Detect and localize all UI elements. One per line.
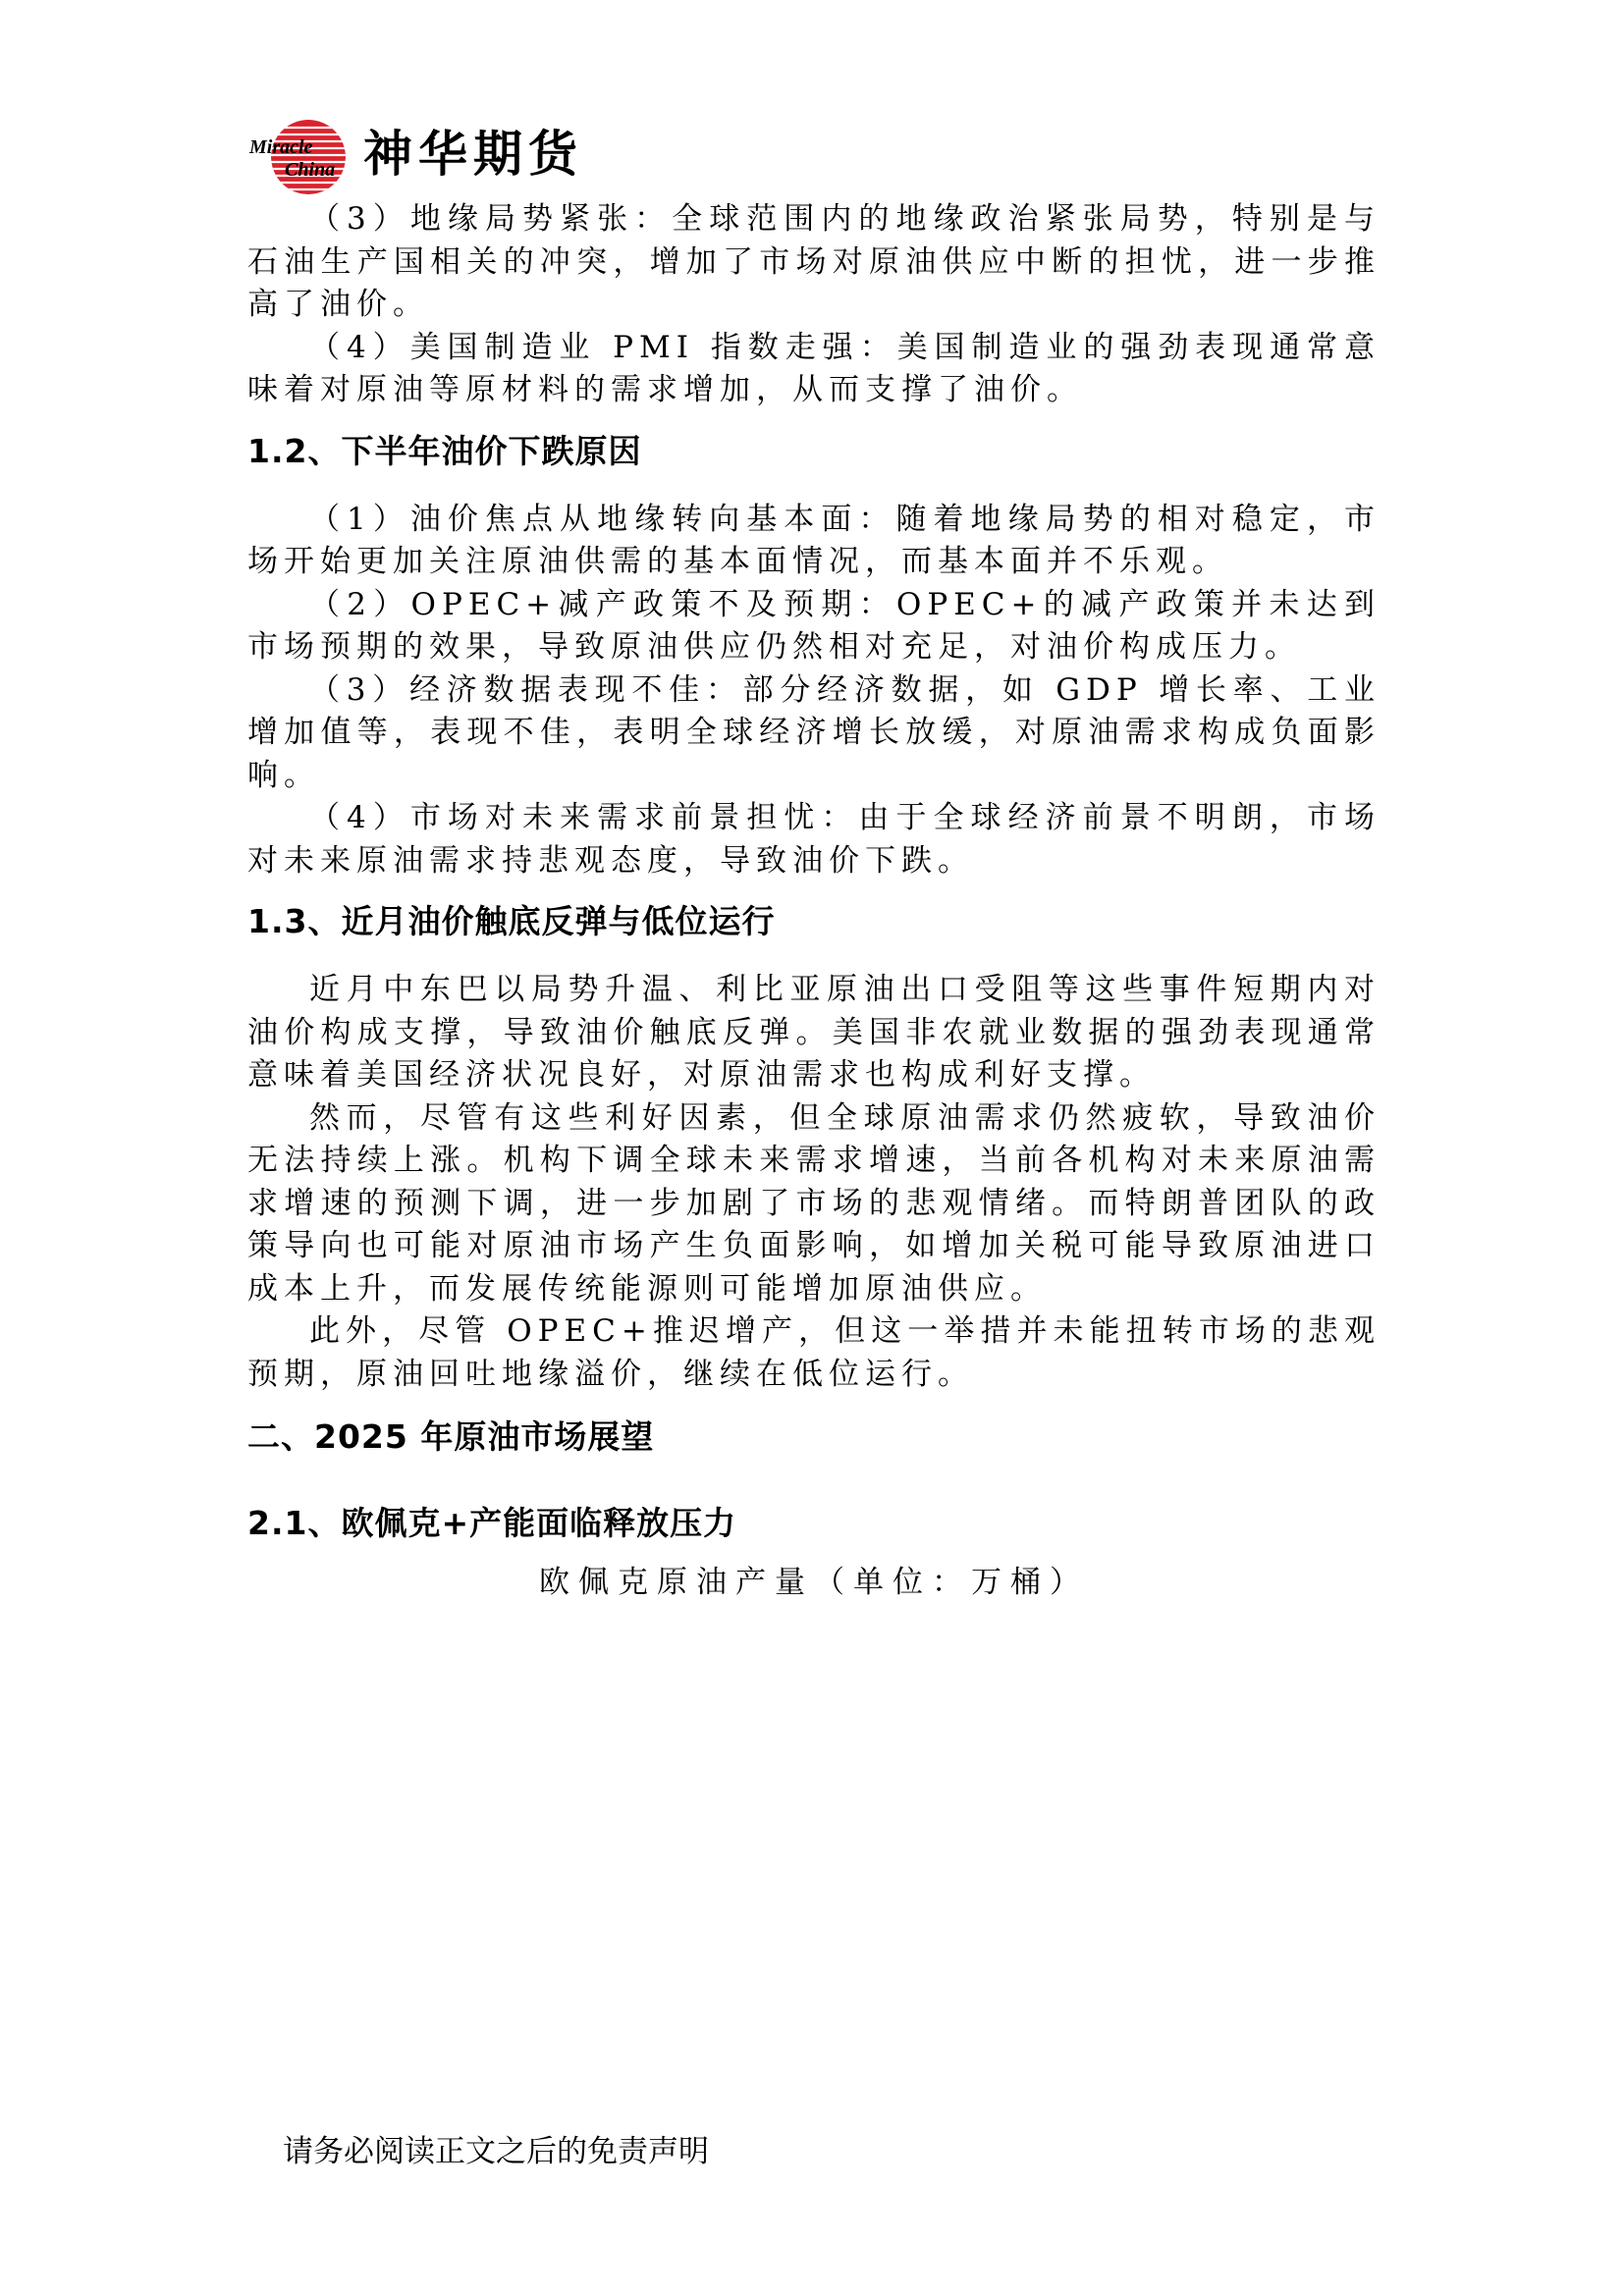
section-heading-1-3: 1.3、近月油价触底反弹与低位运行	[247, 902, 776, 940]
section-heading-2-1: 2.1、欧佩克+产能面临释放压力	[247, 1504, 737, 1542]
figure-caption: 欧佩克原油产量（单位：万桶）	[539, 1565, 1089, 1600]
paragraph-economic-data: （3）经济数据表现不佳：部分经济数据，如 GDP 增长率、工业增加值等，表现不佳，表明全球经济增长放缓，对原油需求构成负面影响。	[247, 671, 1380, 793]
paragraph-opec-cuts: （2）OPEC+减产政策不及预期：OPEC+的减产政策并未达到市场预期的效果，导致原油供应仍然相对充足，对油价构成压力。	[247, 586, 1380, 665]
footer-disclaimer: 请务必阅读正文之后的免责声明	[283, 2134, 709, 2169]
section-heading-2: 二、2025 年原油市场展望	[247, 1417, 655, 1456]
logo-word-miracle: Miracle	[249, 136, 313, 158]
company-logo	[247, 115, 611, 199]
document-body	[247, 198, 1380, 1602]
paragraph-us-pmi: （4）美国制造业 PMI 指数走强：美国制造业的强劲表现通常意味着对原油等原材料的需求增加，从而支撑了油价。	[247, 329, 1380, 407]
paragraph-geopolitics: （3）地缘局势紧张：全球范围内的地缘政治紧张局势，特别是与石油生产国相关的冲突，增加了市场对原油供应中断的担忧，进一步推高了油价。	[247, 201, 1380, 322]
company-name: 神华期货	[363, 126, 583, 183]
section-heading-1-2: 1.2、下半年油价下跌原因	[247, 431, 642, 470]
paragraph-demand-outlook: （4）市场对未来需求前景担忧：由于全球经济前景不明朗，市场对未来原油需求持悲观态度，导致油价下跌。	[247, 800, 1380, 879]
paragraph-weak-demand: 然而，尽管有这些利好因素，但全球原油需求仍然疲软，导致油价无法持续上涨。机构下调全球未来需求增速，当前各机构对未来原油需求增速的预测下调，进一步加剧了市场的悲观情绪。而特朗普团队的政策导向也可能对原油市场产生负面影响，如增加关税可能导致原油进口成本上升，而发展传统能源则可能增加原油供应。	[247, 1099, 1380, 1307]
paragraph-rebound: 近月中东巴以局势升温、利比亚原油出口受阻等这些事件短期内对油价构成支撑，导致油价触底反弹。美国非农就业数据的强劲表现通常意味着美国经济状况良好，对原油需求也构成利好支撑。	[247, 972, 1380, 1093]
paragraph-focus-shift: （1）油价焦点从地缘转向基本面：随着地缘局势的相对稳定，市场开始更加关注原油供需的基本面情况，而基本面并不乐观。	[247, 501, 1380, 579]
logo-word-china: China	[285, 159, 336, 181]
miracle-china-logo-icon	[247, 115, 351, 199]
paragraph-low-range: 此外，尽管 OPEC+推迟增产，但这一举措并未能扭转市场的悲观预期，原油回吐地缘溢价，继续在低位运行。	[247, 1313, 1380, 1392]
